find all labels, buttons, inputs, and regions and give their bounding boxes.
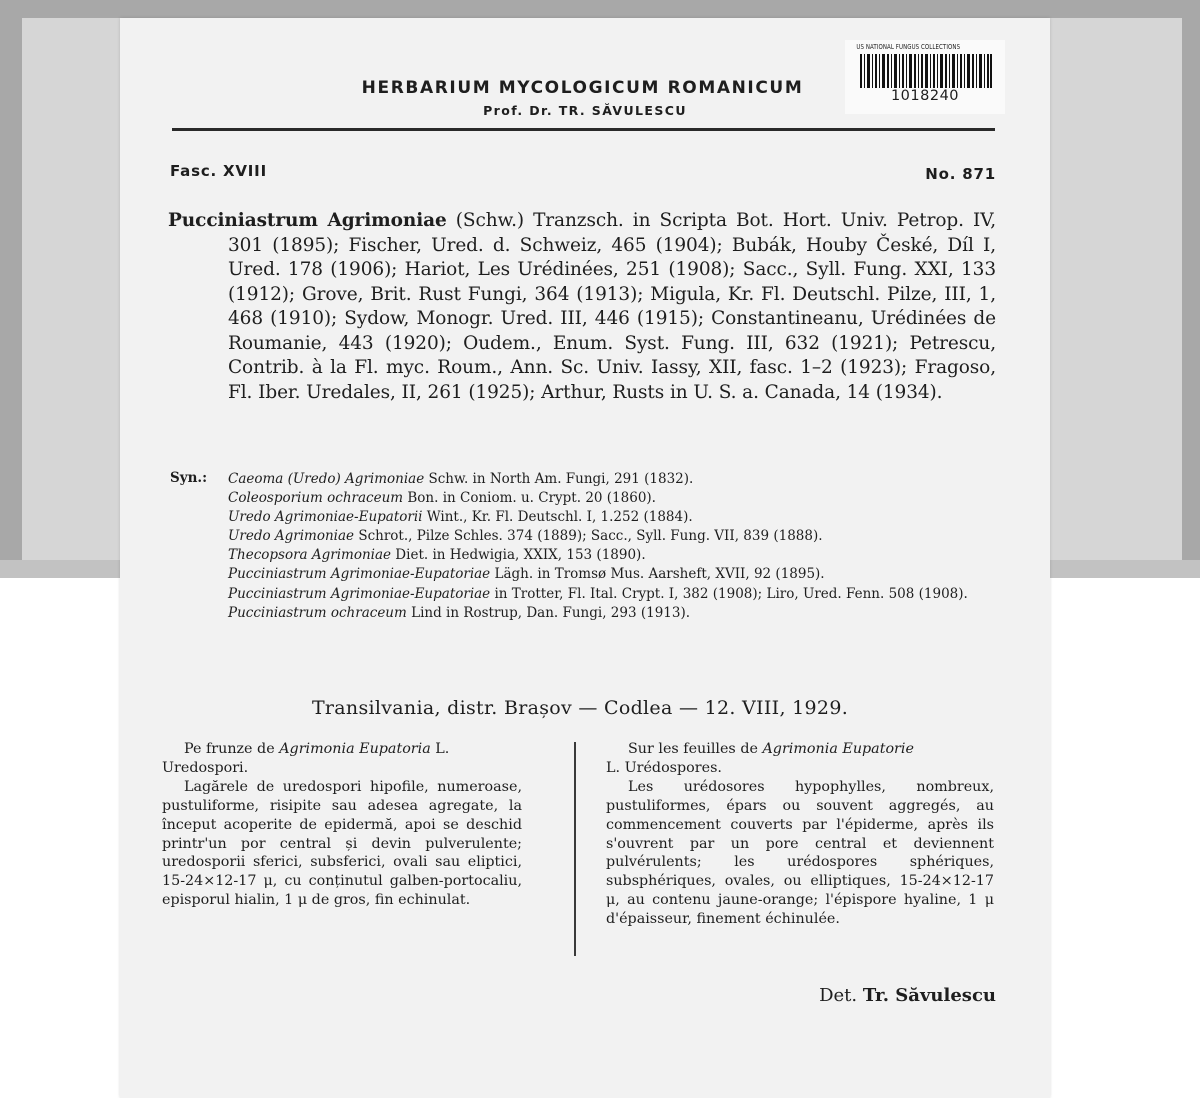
host-name: Agrimonia Eupatoria bbox=[279, 741, 431, 757]
synonym-reference: in Trotter, Fl. Ital. Crypt. I, 382 (1908); Liro, Ured. Fenn. 508 (1908). bbox=[490, 585, 968, 602]
herbarium-title: HERBARIUM MYCOLOGICUM ROMANICUM bbox=[361, 78, 804, 98]
column-divider bbox=[574, 742, 576, 956]
description-body: Lagărele de uredospori hipofile, numeroase, pustuliforme, risipite sau adesea agregate, la început acoperite de epidermă, apoi se deschid printr'un por central și devin pulverulente; uredosporii sferici, subsferici, ovali sau eliptici, 15-24×12-17 μ, cu conținutul galben-portocaliu, episporul hialin, 1 μ de gros, fin echinulat. bbox=[162, 778, 522, 909]
synonym-reference: Schrot., Pilze Schles. 374 (1889); Sacc., Syll. Fung. VII, 839 (1888). bbox=[354, 528, 823, 545]
synonym-reference: Schw. in North Am. Fungi, 291 (1832). bbox=[424, 471, 694, 487]
synonym-name: Uredo Agrimoniae-Eupatorii bbox=[228, 509, 423, 526]
synonym-item bbox=[228, 508, 996, 527]
synonym-item bbox=[228, 604, 996, 623]
host-suffix: L. bbox=[430, 741, 450, 757]
synonym-name: Uredo Agrimoniae bbox=[228, 528, 355, 545]
species-citation bbox=[168, 209, 996, 405]
synonym-name: Thecopsora Agrimoniae bbox=[228, 547, 392, 564]
exsiccata-number: No. 871 bbox=[925, 165, 996, 183]
host-line bbox=[606, 740, 994, 759]
spore-stage: L. Urédospores. bbox=[606, 759, 722, 776]
description-body: Les urédosores hypophylles, nombreux, pustuliformes, épars ou souvent aggregés, au commencement couverts par l'épiderme, après ils s'ouvrent par un pore central et deviennent pulvérulents; les urédospores sphériques, subsphériques, ovales, ou elliptiques, 15-24×12-17 μ, au contenu jaune-orange; l'épispore hyaline, 1 μ d'épaisseur, finement échinulée. bbox=[606, 778, 994, 928]
herbarium-director: Prof. Dr. TR. SĂVULESCU bbox=[483, 103, 687, 118]
synonym-name: Pucciniastrum Agrimoniae-Eupatoriae bbox=[228, 566, 491, 583]
synonym-name: Caeoma (Uredo) Agrimoniae bbox=[228, 471, 425, 487]
header-rule bbox=[172, 128, 995, 131]
host-prefix: Pe frunze de bbox=[184, 741, 280, 757]
species-name: Pucciniastrum Agrimoniae bbox=[168, 210, 447, 231]
synonym-item bbox=[228, 546, 996, 565]
synonym-item bbox=[228, 489, 996, 508]
fascicle-number: Fasc. XVIII bbox=[170, 162, 267, 180]
citation-text: (Schw.) Tranzsch. in Scripta Bot. Hort. Univ. Petrop. IV, 301 (1895); Fischer, Ured. d. Schweiz, 465 (1904); Bubák, Houby České, Díl I, Ured. 178 (1906); Hariot, Les Urédinées, 251 (1908); Sacc., Syll. Fung. XXI, 133 (1912); Grove, Brit. Rust Fungi, 364 (1913); Migula, Kr. Fl. Deutschl. Pilze, III, 1, 468 (1910); Sydow, Monogr. Ured. III, 446 (1915); Constantineanu, Urédinées de Roumanie, 443 (1920); Oudem., Enum. Syst. Fung. III, 632 (1921); Petrescu, Contrib. à la Fl. myc. Roum., Ann. Sc. Univ. Iassy, XII, fasc. 1–2 (1923); Fragoso, Fl. Iber. Uredales, II, 261 (1925); Arthur, Rusts in U. S. a. Canada, 14 (1934). bbox=[228, 210, 997, 403]
synonym-item bbox=[228, 565, 996, 584]
synonym-reference: Diet. in Hedwigia, XXIX, 153 (1890). bbox=[391, 547, 646, 564]
spore-stage: Uredospori. bbox=[162, 759, 249, 776]
collection-locality: Transilvania, distr. Brașov — Codlea — 12. VIII, 1929. bbox=[311, 697, 849, 719]
synonym-reference: Wint., Kr. Fl. Deutschl. I, 1.252 (1884). bbox=[422, 509, 693, 526]
barcode-number: 1018240 bbox=[890, 88, 960, 104]
description-romanian bbox=[162, 740, 522, 910]
host-line bbox=[162, 740, 522, 759]
synonyms-list bbox=[228, 470, 996, 623]
synonym-name: Pucciniastrum Agrimoniae-Eupatoriae bbox=[228, 585, 491, 602]
synonym-reference: Lind in Rostrup, Dan. Fungi, 293 (1913). bbox=[406, 604, 691, 621]
synonym-reference: Lägh. in Tromsø Mus. Aarsheft, XVII, 92 (1895). bbox=[490, 566, 825, 583]
synonym-item bbox=[228, 585, 996, 604]
synonym-reference: Bon. in Coniom. u. Crypt. 20 (1860). bbox=[403, 490, 656, 507]
determiner-prefix: Det. bbox=[819, 985, 858, 1006]
barcode-label bbox=[845, 40, 1005, 114]
barcode-bars bbox=[860, 54, 992, 88]
description-french bbox=[606, 740, 994, 929]
synonym-name: Coleosporium ochraceum bbox=[228, 490, 404, 507]
determiner bbox=[740, 985, 996, 1006]
barcode-institution: US NATIONAL FUNGUS COLLECTIONS bbox=[856, 43, 961, 51]
synonym-name: Pucciniastrum ochraceum bbox=[228, 604, 407, 621]
synonym-item bbox=[228, 527, 996, 546]
host-name: Agrimonia Eupatorie bbox=[762, 741, 914, 757]
synonyms-label: Syn.: bbox=[170, 470, 208, 486]
synonym-item bbox=[228, 470, 996, 489]
determiner-name: Tr. Săvulescu bbox=[862, 985, 996, 1006]
host-prefix: Sur les feuilles de bbox=[628, 741, 763, 757]
